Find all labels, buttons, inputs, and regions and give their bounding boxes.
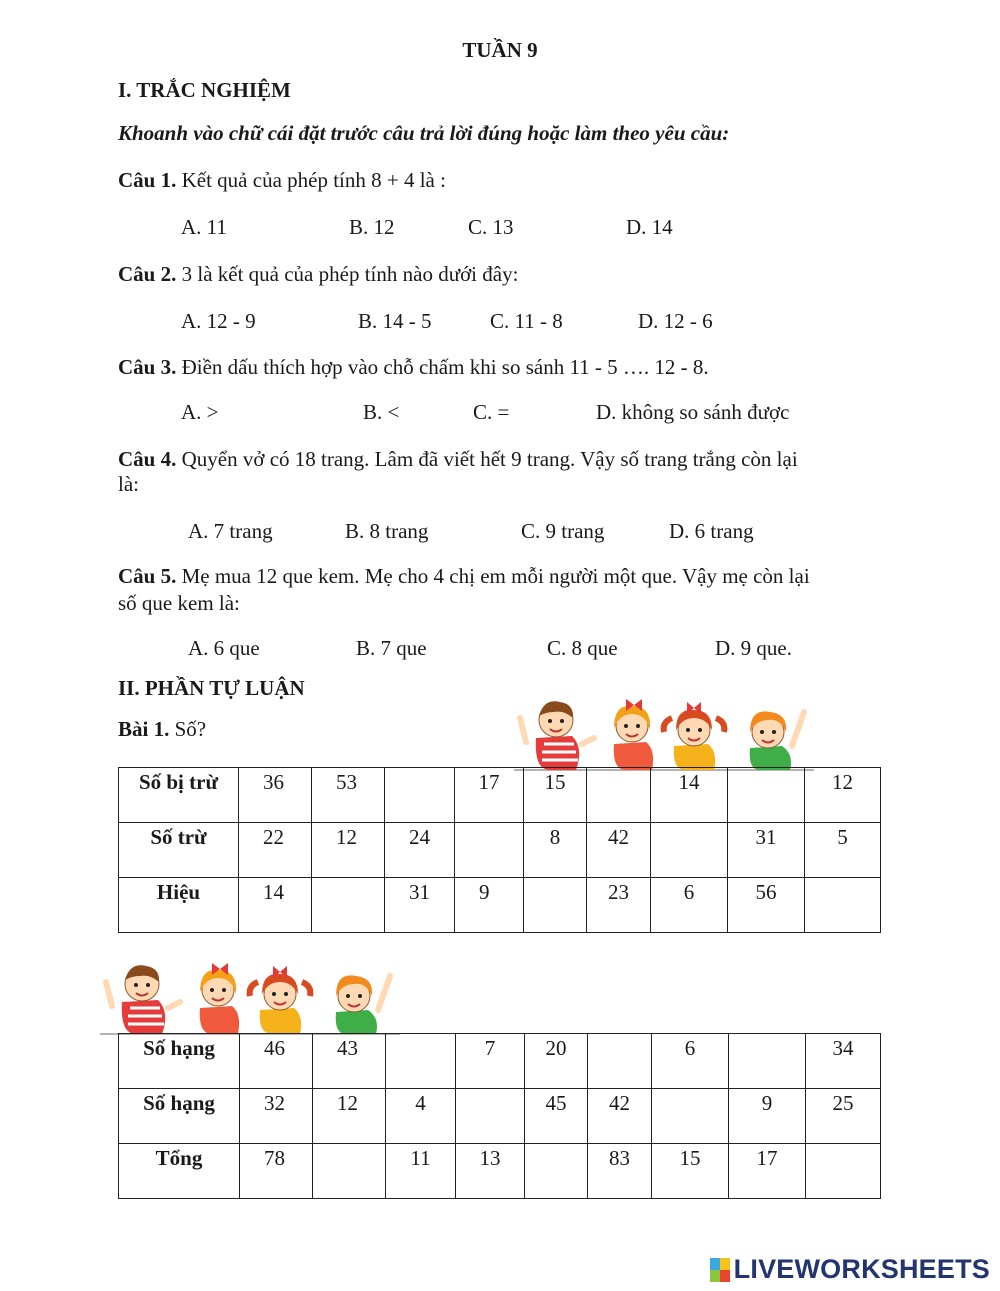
table1-cell[interactable] <box>587 768 651 823</box>
table2-cell[interactable]: 32 <box>240 1089 313 1144</box>
table1-row-header: Hiệu <box>119 878 239 933</box>
table1-cell[interactable]: 9 <box>455 878 524 933</box>
table2-row-header: Số hạng <box>119 1089 240 1144</box>
table1-row-header: Số bị trừ <box>119 768 239 823</box>
q2-option-c[interactable]: C. 11 - 8 <box>490 309 563 333</box>
table1-cell[interactable]: 36 <box>239 768 312 823</box>
table1-cell[interactable]: 14 <box>239 878 312 933</box>
table1-row-header: Số trừ <box>119 823 239 878</box>
table1-cell[interactable]: 8 <box>524 823 587 878</box>
q3-option-b[interactable]: B. < <box>363 400 400 424</box>
question-5-text-cont: số que kem là: <box>118 591 240 615</box>
q3-option-c[interactable]: C. = <box>473 400 510 424</box>
table2-row-header: Tổng <box>119 1144 240 1199</box>
question-1-text: Kết quả của phép tính 8 + 4 là : <box>176 168 446 192</box>
table2-cell[interactable] <box>386 1034 456 1089</box>
table1-row-difference <box>119 878 881 933</box>
exercise-1-text: Số? <box>169 717 207 741</box>
table2-cell[interactable]: 42 <box>588 1089 652 1144</box>
table1-cell[interactable] <box>728 768 805 823</box>
table2-cell[interactable] <box>729 1034 806 1089</box>
kid-3 <box>250 966 311 1034</box>
question-4-label: Câu 4. <box>118 447 177 471</box>
table1-row-minuend <box>119 768 881 823</box>
q1-option-d[interactable]: D. 14 <box>626 215 673 239</box>
table1-cell[interactable]: 17 <box>455 768 524 823</box>
question-5-label: Câu 5. <box>118 564 177 588</box>
question-4-text-cont: là: <box>118 472 139 496</box>
table1-cell[interactable]: 22 <box>239 823 312 878</box>
question-2 <box>118 262 518 287</box>
q2-option-a[interactable]: A. 12 - 9 <box>181 309 256 333</box>
table1-cell[interactable] <box>805 878 881 933</box>
question-3-label: Câu 3. <box>118 355 177 379</box>
q2-option-d[interactable]: D. 12 - 6 <box>638 309 713 333</box>
table2-cell[interactable]: 11 <box>386 1144 456 1199</box>
table2-cell[interactable]: 12 <box>313 1089 386 1144</box>
question-3-text: Điền dấu thích hợp vào chỗ chấm khi so sánh 11 - 5 …. 12 - 8. <box>176 355 709 379</box>
section2-heading: II. PHẦN TỰ LUẬN <box>118 676 305 700</box>
q5-option-d[interactable]: D. 9 que. <box>715 636 792 660</box>
table2-cell[interactable]: 34 <box>806 1034 881 1089</box>
liveworksheets-logo[interactable] <box>710 1254 990 1285</box>
page-title: TUẦN 9 <box>462 38 538 62</box>
table2-cell[interactable]: 9 <box>729 1089 806 1144</box>
q4-option-b[interactable]: B. 8 trang <box>345 519 429 543</box>
question-1-label: Câu 1. <box>118 168 177 192</box>
kid-3 <box>664 702 725 770</box>
section1-heading: I. TRẮC NGHIỆM <box>118 78 291 102</box>
table1-cell[interactable]: 5 <box>805 823 881 878</box>
q3-option-d[interactable]: D. không so sánh được <box>596 400 790 424</box>
table1-cell[interactable]: 15 <box>524 768 587 823</box>
liveworksheets-logo-icon <box>710 1258 730 1282</box>
q2-option-b[interactable]: B. 14 - 5 <box>358 309 432 333</box>
table1-cell[interactable]: 23 <box>587 878 651 933</box>
table2-cell[interactable]: 20 <box>525 1034 588 1089</box>
q4-option-d[interactable]: D. 6 trang <box>669 519 754 543</box>
question-4 <box>118 447 798 472</box>
table2-cell[interactable]: 17 <box>729 1144 806 1199</box>
table2-row-addend-2 <box>119 1089 881 1144</box>
table2-cell[interactable]: 25 <box>806 1089 881 1144</box>
table2-cell[interactable]: 4 <box>386 1089 456 1144</box>
question-2-text: 3 là kết quả của phép tính nào dưới đây: <box>176 262 519 286</box>
q1-option-b[interactable]: B. 12 <box>349 215 395 239</box>
table1-cell[interactable]: 31 <box>728 823 805 878</box>
table2-cell[interactable]: 15 <box>652 1144 729 1199</box>
table2-cell[interactable] <box>806 1144 881 1199</box>
table2-cell[interactable] <box>525 1144 588 1199</box>
table1-cell[interactable] <box>651 823 728 878</box>
table2-cell[interactable]: 13 <box>456 1144 525 1199</box>
question-5-text: Mẹ mua 12 que kem. Mẹ cho 4 chị em mỗi người một que. Vậy mẹ còn lại <box>176 564 810 588</box>
table1-cell[interactable]: 31 <box>385 878 455 933</box>
kid-2 <box>200 963 239 1034</box>
addition-table <box>118 1033 881 1199</box>
table2-cell[interactable]: 7 <box>456 1034 525 1089</box>
exercise-1 <box>118 717 206 742</box>
q5-option-c[interactable]: C. 8 que <box>547 636 618 660</box>
instruction: Khoanh vào chữ cái đặt trước câu trả lời đúng hoặc làm theo yêu cầu: <box>118 121 730 145</box>
table2-cell[interactable]: 83 <box>588 1144 652 1199</box>
table2-cell[interactable] <box>313 1144 386 1199</box>
q3-option-a[interactable]: A. > <box>181 400 219 424</box>
table2-cell[interactable]: 46 <box>240 1034 313 1089</box>
table2-cell[interactable]: 78 <box>240 1144 313 1199</box>
question-5 <box>118 564 810 589</box>
table2-cell[interactable]: 45 <box>525 1089 588 1144</box>
table2-row-sum <box>119 1144 881 1199</box>
subtraction-table <box>118 767 881 933</box>
kid-1 <box>520 701 594 770</box>
table1-cell[interactable]: 14 <box>651 768 728 823</box>
question-4-text: Quyển vở có 18 trang. Lâm đã viết hết 9 trang. Vậy số trang trắng còn lại <box>176 447 798 471</box>
table1-cell[interactable] <box>312 878 385 933</box>
table2-cell[interactable]: 6 <box>652 1034 729 1089</box>
table1-cell[interactable] <box>385 768 455 823</box>
table1-cell[interactable]: 56 <box>728 878 805 933</box>
table1-cell[interactable]: 42 <box>587 823 651 878</box>
q1-option-c[interactable]: C. 13 <box>468 215 514 239</box>
table1-cell[interactable]: 6 <box>651 878 728 933</box>
q4-option-a[interactable]: A. 7 trang <box>188 519 273 543</box>
question-1 <box>118 168 446 193</box>
table2-cell[interactable] <box>456 1089 525 1144</box>
table2-row-addend-1 <box>119 1034 881 1089</box>
liveworksheets-logo-text: LIVEWORKSHEETS <box>733 1254 990 1284</box>
table1-cell[interactable] <box>455 823 524 878</box>
q5-option-b[interactable]: B. 7 que <box>356 636 427 660</box>
table1-cell[interactable]: 12 <box>312 823 385 878</box>
q4-option-c[interactable]: C. 9 trang <box>521 519 605 543</box>
exercise-1-label: Bài 1. <box>118 717 170 741</box>
table2-cell[interactable] <box>652 1089 729 1144</box>
table1-row-subtrahend <box>119 823 881 878</box>
table1-cell[interactable]: 24 <box>385 823 455 878</box>
kid-1 <box>106 965 180 1034</box>
kid-2 <box>614 699 653 770</box>
table1-cell[interactable]: 53 <box>312 768 385 823</box>
kid-4 <box>336 975 390 1034</box>
table1-cell[interactable] <box>524 878 587 933</box>
table1-cell[interactable]: 12 <box>805 768 881 823</box>
table2-cell[interactable] <box>588 1034 652 1089</box>
kid-4 <box>750 711 804 770</box>
children-illustration-2 <box>100 952 400 1044</box>
table2-row-header: Số hạng <box>119 1034 240 1089</box>
q1-option-a[interactable]: A. 11 <box>181 215 227 239</box>
question-3 <box>118 355 709 380</box>
question-2-label: Câu 2. <box>118 262 177 286</box>
table2-cell[interactable]: 43 <box>313 1034 386 1089</box>
q5-option-a[interactable]: A. 6 que <box>188 636 260 660</box>
